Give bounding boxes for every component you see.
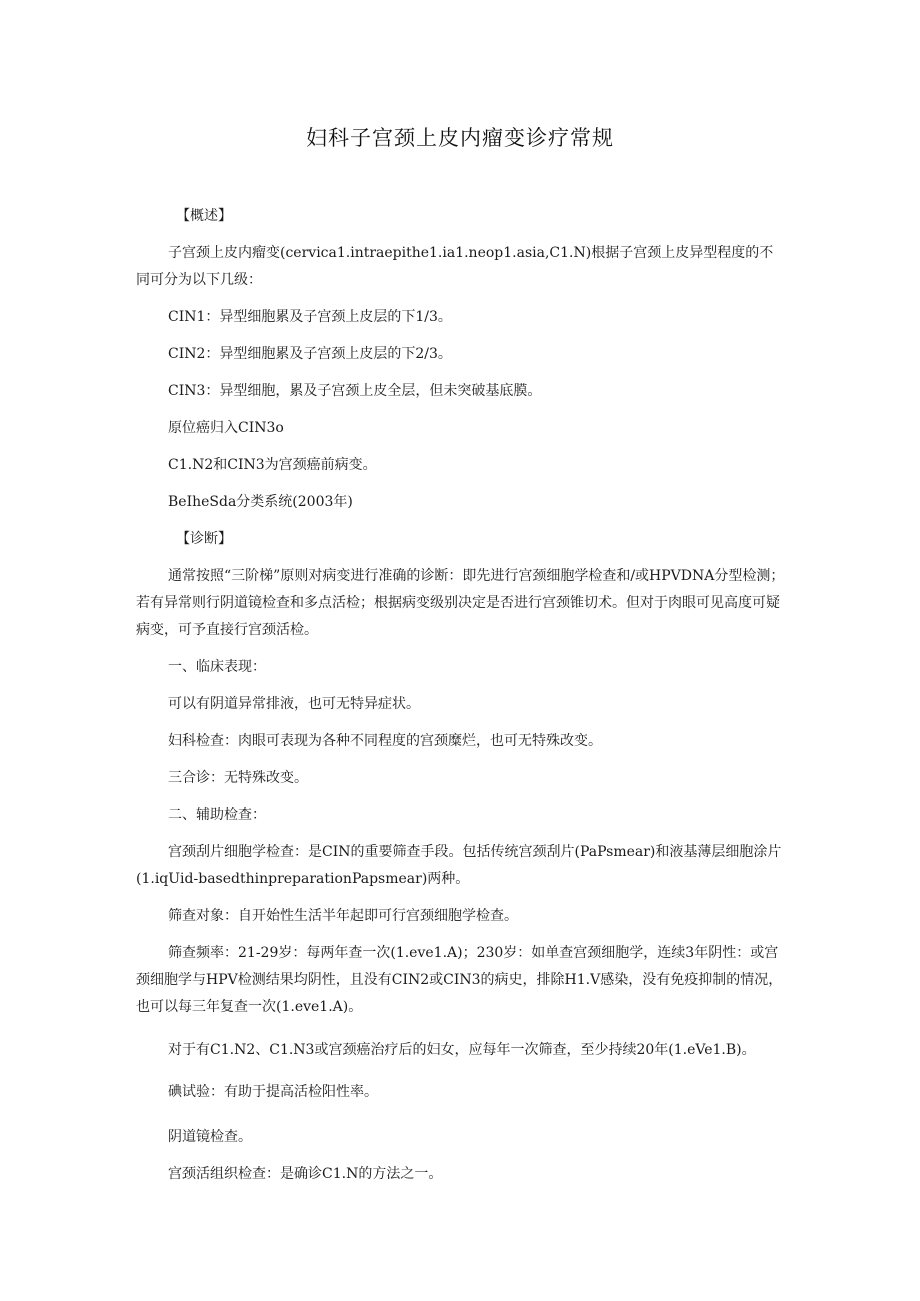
- paragraph: CIN2：异型细胞累及子宫颈上皮层的下2/3。: [168, 346, 452, 362]
- paragraph: 可以有阴道异常排液，也可无特异症状。: [168, 696, 420, 712]
- paragraph: BeIheSda分类系统(2003年): [168, 494, 353, 510]
- paragraph: 筛查对象：自开始性生活半年起即可行宫颈细胞学检查。: [168, 908, 518, 924]
- paragraph: C1.N2和CIN3为宫颈癌前病变。: [168, 457, 377, 473]
- paragraph: 原位癌归入CIN3o: [168, 420, 284, 436]
- section-heading-overview: 【概述】: [176, 208, 232, 224]
- paragraph: 筛查频率：21-29岁：每两年查一次(1.eve1.A)；230岁：如单查宫颈细胞学，连续3年阴性：或宫颈细胞学与HPV检测结果均阴性，且没有CIN2或CIN3的病史，排除H1.V感染，没有免疫抑制的情况，也可以每三年复查一次(1.eve1.A)。: [136, 945, 783, 1015]
- paragraph: 阴道镜检查。: [168, 1129, 252, 1145]
- paragraph: 通常按照“三阶梯”原则对病变进行准确的诊断：即先进行宫颈细胞学检查和/或HPVDNA分型检测；若有异常则行阴道镜检查和多点活检；根据病变级别决定是否进行宫颈锥切术。但对于肉眼可见高度可疑病变，可予直接行宫颈活检。: [136, 568, 785, 638]
- document-body: [136, 203, 786, 1198]
- page-title: 妇科子宫颈上皮内瘤变诊疗常规: [306, 126, 614, 150]
- paragraph: 子宫颈上皮内瘤变(cervica1.intraepithe1.ia1.neop1.asia,C1.N)根据子宫颈上皮异型程度的不同可分为以下几级：: [136, 245, 774, 288]
- paragraph: 妇科检查：肉眼可表现为各种不同程度的宫颈糜烂，也可无特殊改变。: [168, 733, 602, 749]
- paragraph: 对于有C1.N2、C1.N3或宫颈癌治疗后的妇女，应每年一次筛查，至少持续20年(1.eVe1.B)。: [168, 1042, 756, 1058]
- section-heading-diagnosis: 【诊断】: [176, 531, 232, 547]
- paragraph: CIN1：异型细胞累及子宫颈上皮层的下1/3。: [168, 309, 452, 325]
- paragraph: CIN3：异型细胞，累及子宫颈上皮全层，但未突破基底膜。: [168, 383, 542, 399]
- paragraph: 三合诊：无特殊改变。: [168, 770, 308, 786]
- paragraph: 碘试验：有助于提高活检阳性率。: [168, 1084, 378, 1100]
- subsection-heading: 一、临床表现：: [168, 659, 266, 675]
- subsection-heading: 二、辅助检查：: [168, 807, 266, 823]
- paragraph: 宫颈刮片细胞学检查：是CIN的重要筛查手段。包括传统宫颈刮片(PaPsmear)和液基薄层细胞涂片(1.iqUid-basedthinpreparationPapsmear)两种。: [136, 844, 782, 887]
- paragraph: 宫颈活组织检查：是确诊C1.N的方法之一。: [168, 1166, 443, 1182]
